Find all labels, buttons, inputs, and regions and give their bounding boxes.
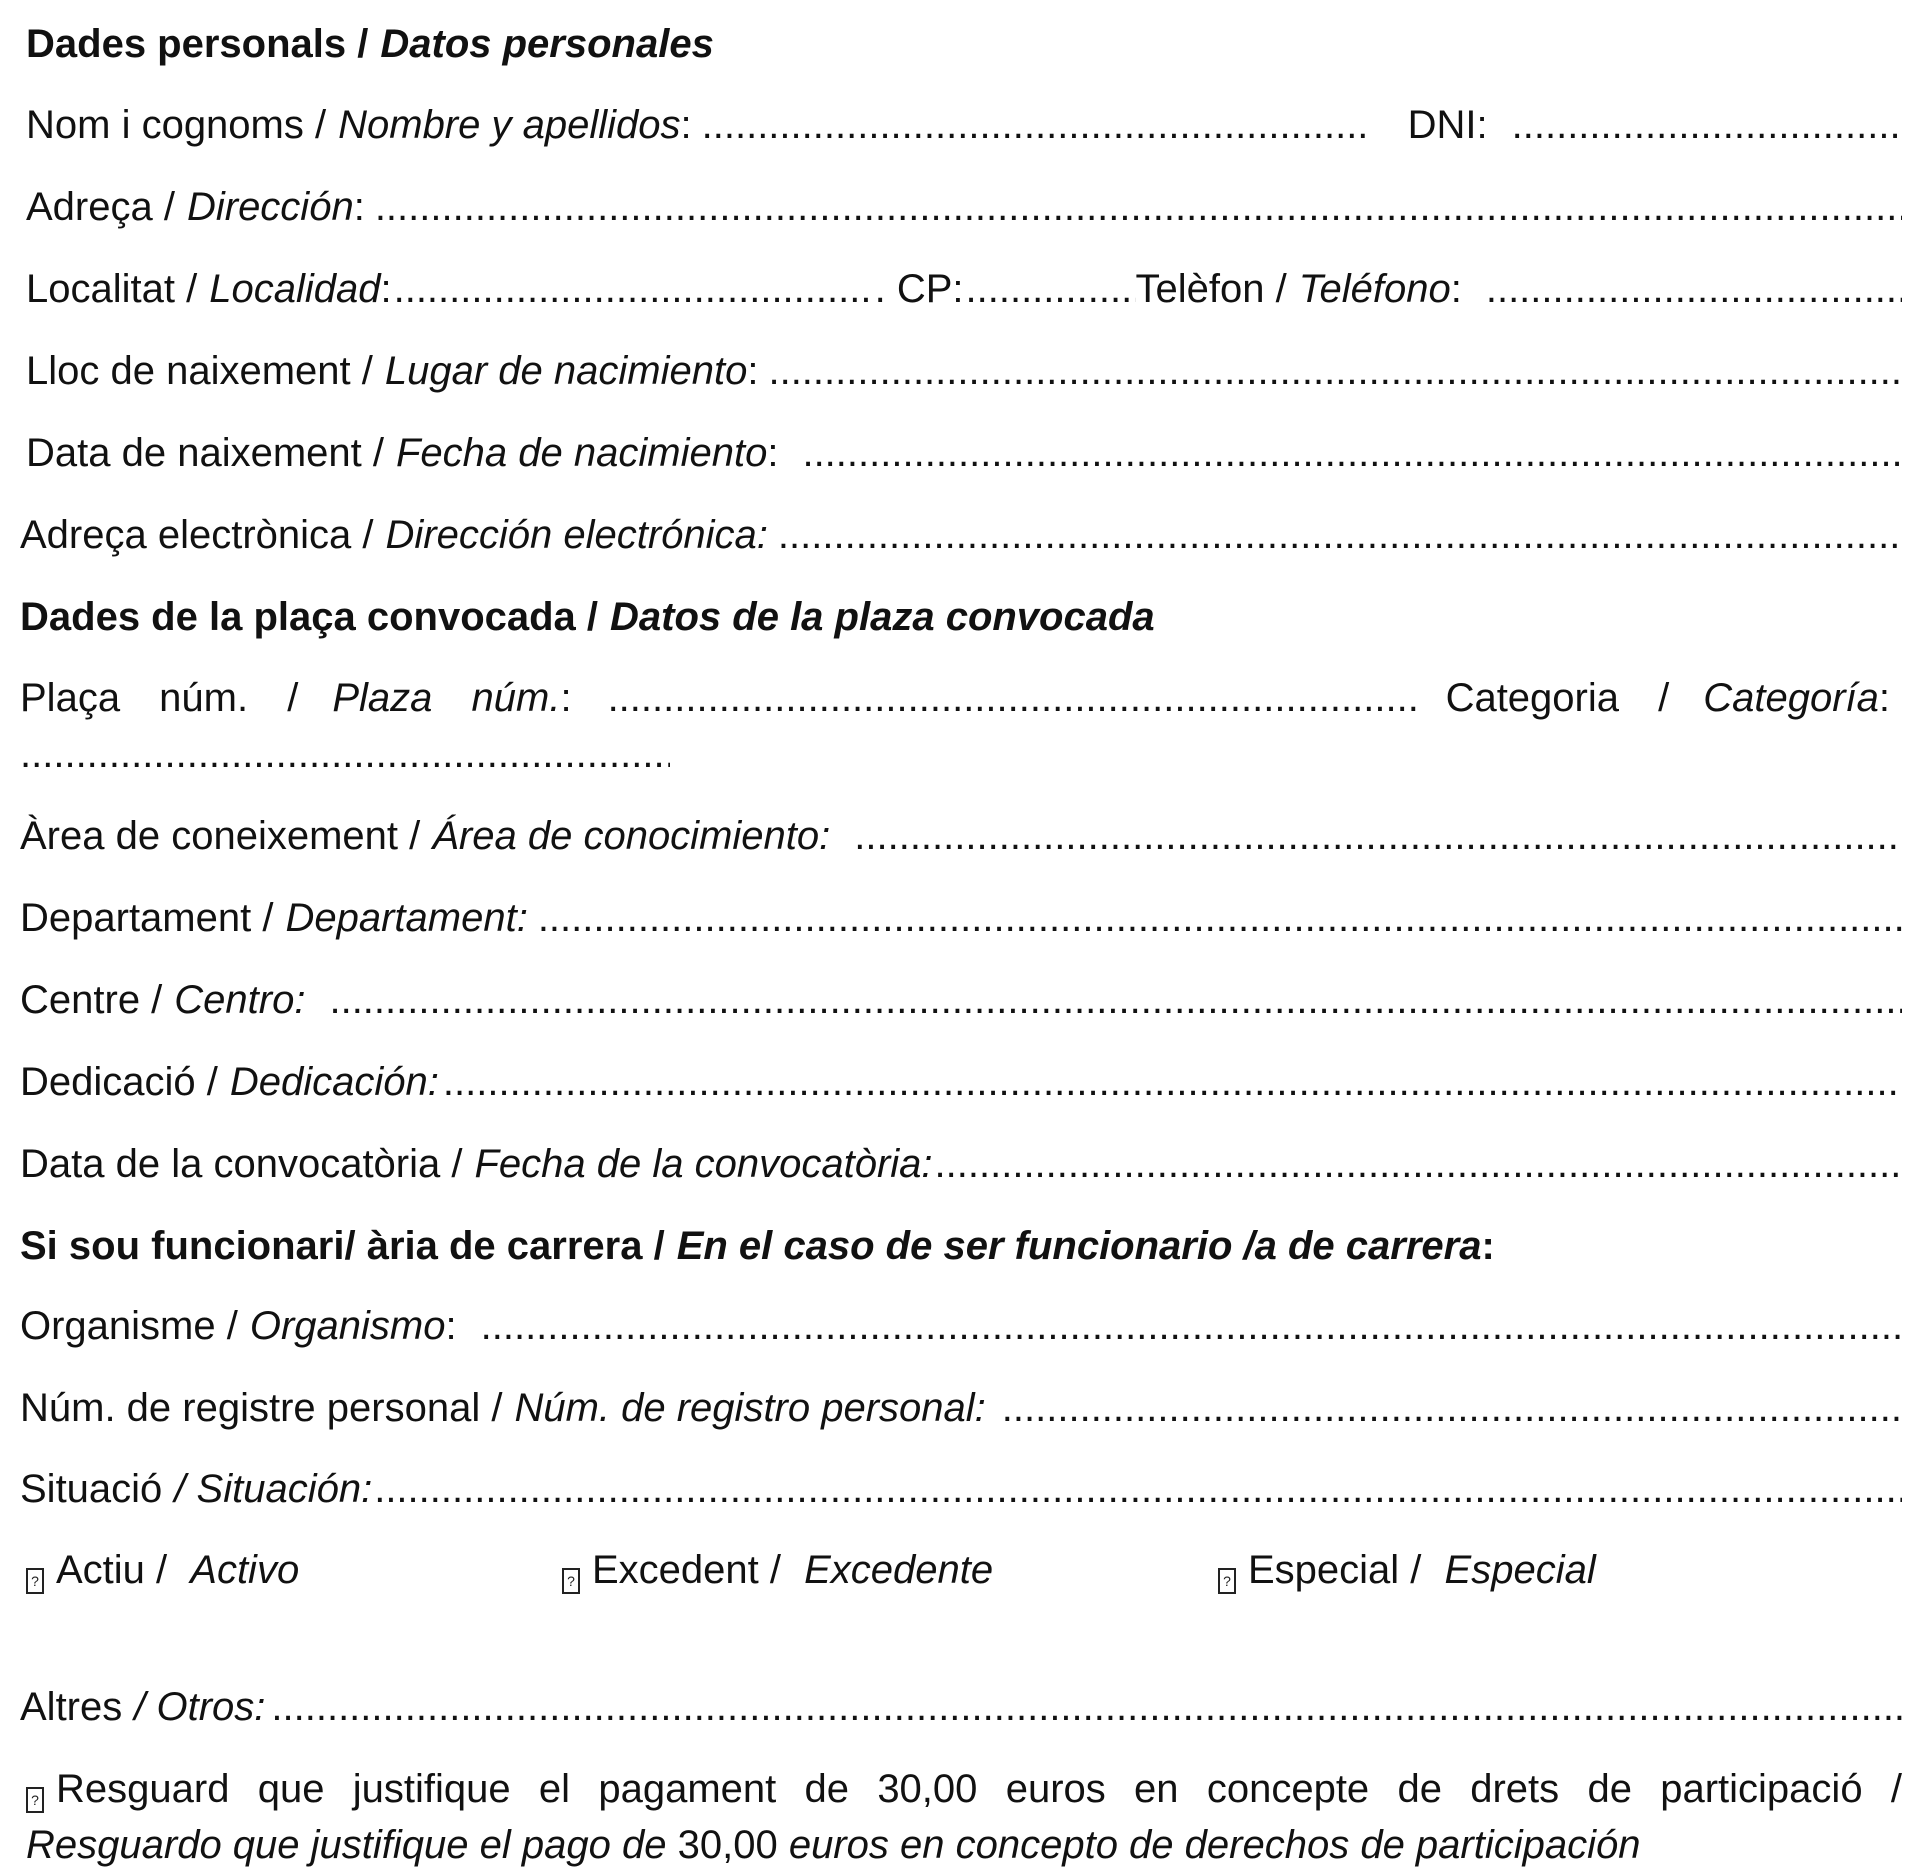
birthdate-input-line[interactable]	[802, 425, 1902, 481]
phone-label-es: Teléfono	[1298, 267, 1451, 311]
field-row-address	[26, 179, 1902, 235]
birthplace-label-ca: Lloc de naixement /	[26, 349, 373, 393]
name-label-es: Nombre y apellidos	[338, 103, 681, 147]
registry-num-input-line[interactable]	[1002, 1380, 1902, 1436]
receipt-word: 30,00	[877, 1767, 978, 1811]
centre-input-line[interactable]	[329, 972, 1902, 1028]
registry-num-label-es: Núm. de registro personal:	[514, 1386, 986, 1430]
option-label-es: Excedente	[804, 1548, 994, 1592]
field-row-birthdate	[26, 425, 1902, 481]
organism-label-es: Organismo	[249, 1304, 446, 1348]
situation-label-es: / Situación:	[174, 1467, 373, 1511]
department-input-line[interactable]	[538, 890, 1902, 946]
receipt-word: Resguard	[56, 1767, 230, 1811]
name-colon: :	[680, 103, 692, 147]
field-row-category-continuation	[20, 726, 1902, 782]
birthplace-colon: :	[747, 349, 759, 393]
heading-text-ca: Dades personals /	[26, 22, 369, 66]
receipt-word: drets	[1470, 1767, 1560, 1811]
birthdate-label-ca: Data de naixement /	[26, 431, 384, 475]
call-date-label-es: Fecha de la convocatòria:	[474, 1142, 933, 1186]
category-colon: :	[1878, 676, 1891, 720]
field-row-registry-num	[20, 1380, 1902, 1436]
email-label-ca: Adreça electrònica /	[20, 513, 374, 557]
option-surplus[interactable]	[562, 1542, 993, 1598]
field-row-call-date	[20, 1136, 1902, 1192]
receipt-word: pagament	[598, 1767, 777, 1811]
category-label-ca: Categoria /	[1445, 676, 1670, 720]
receipt-word: en	[1134, 1767, 1179, 1811]
birthdate-colon: :	[767, 431, 779, 475]
payment-receipt-item	[26, 1761, 1902, 1873]
field-row-email	[20, 507, 1902, 563]
situation-options	[26, 1542, 1902, 1598]
field-row-department	[20, 890, 1902, 946]
dedication-input-line[interactable]	[443, 1054, 1902, 1110]
option-label-ca: Excedent /	[592, 1548, 793, 1592]
phone-input-line[interactable]	[1486, 261, 1902, 317]
heading-text-es: En el caso de ser funcionario /a de carrera	[676, 1224, 1482, 1268]
address-input-line[interactable]	[375, 179, 1902, 235]
place-num-label-es: Plaza núm.	[332, 676, 561, 720]
section-heading-personal	[26, 16, 1902, 72]
others-label-es: / Otros:	[134, 1685, 266, 1729]
field-row-place-category	[20, 670, 1902, 726]
option-label-es: Especial	[1444, 1548, 1596, 1592]
checkbox-icon[interactable]: ?	[26, 1787, 44, 1813]
cp-label: . CP:	[874, 267, 964, 311]
section-heading-civil-servant	[20, 1218, 1902, 1274]
situation-label-ca: Situació	[20, 1467, 163, 1511]
option-label-ca: Actiu /	[56, 1548, 179, 1592]
place-num-input-line[interactable]	[608, 670, 1416, 726]
option-special[interactable]	[1218, 1542, 1596, 1598]
address-label-es: Dirección	[186, 185, 354, 229]
receipt-line-ca	[26, 1761, 1902, 1817]
cp-input-line[interactable]	[966, 261, 1136, 317]
dedication-label-ca: Dedicació /	[20, 1060, 218, 1104]
others-label-ca: Altres	[20, 1685, 123, 1729]
option-active[interactable]	[26, 1542, 299, 1598]
category-input-line[interactable]	[20, 726, 670, 782]
heading-colon: :	[1481, 1224, 1495, 1268]
receipt-word: participació	[1660, 1767, 1863, 1811]
receipt-word: justifique	[352, 1767, 511, 1811]
category-label-es: Categoría	[1703, 676, 1879, 720]
checkbox-icon[interactable]: ?	[1218, 1568, 1236, 1594]
field-row-birthplace	[26, 343, 1902, 399]
locality-label-es: Localidad	[209, 267, 381, 311]
call-date-input-line[interactable]	[935, 1136, 1902, 1192]
receipt-es-text-2: euros en concepto de derechos de participación	[777, 1823, 1641, 1867]
dni-label: DNI:	[1407, 103, 1488, 147]
receipt-word: el	[538, 1767, 571, 1811]
organism-input-line[interactable]	[481, 1298, 1902, 1354]
receipt-word: euros	[1005, 1767, 1106, 1811]
knowledge-area-label-ca: Àrea de coneixement /	[20, 814, 421, 858]
knowledge-area-label-es: Área de conocimiento:	[432, 814, 831, 858]
dedication-label-es: Dedicación:	[229, 1060, 439, 1104]
receipt-word: de	[804, 1767, 850, 1811]
receipt-amount: 30,00	[677, 1823, 778, 1867]
receipt-word: concepte	[1206, 1767, 1370, 1811]
heading-text-es: Datos personales	[380, 22, 714, 66]
receipt-word: que	[257, 1767, 325, 1811]
birthdate-label-es: Fecha de nacimiento	[396, 431, 768, 475]
birthplace-label-es: Lugar de nacimiento	[384, 349, 748, 393]
field-row-centre	[20, 972, 1902, 1028]
others-input-line[interactable]	[271, 1679, 1902, 1735]
receipt-word: /	[1890, 1767, 1902, 1811]
section-heading-position	[20, 589, 1902, 645]
birthplace-input-line[interactable]	[768, 343, 1902, 399]
email-input-line[interactable]	[778, 507, 1902, 563]
phone-colon: :	[1450, 267, 1462, 311]
heading-text-es: Datos de la plaza convocada	[610, 595, 1155, 639]
registry-num-label-ca: Núm. de registre personal /	[20, 1386, 503, 1430]
situation-input-line[interactable]	[374, 1461, 1902, 1517]
organism-label-ca: Organisme /	[20, 1304, 238, 1348]
receipt-word: de	[1587, 1767, 1632, 1811]
option-label-ca: Especial /	[1248, 1548, 1433, 1592]
field-row-dedication	[20, 1054, 1902, 1110]
field-row-others	[20, 1679, 1902, 1735]
place-num-colon: :	[560, 676, 572, 720]
knowledge-area-input-line[interactable]	[854, 808, 1902, 864]
receipt-checkbox[interactable]	[26, 1761, 229, 1817]
locality-label-ca: Localitat /	[26, 267, 198, 311]
field-row-name	[26, 97, 1902, 153]
checkbox-icon[interactable]: ?	[562, 1568, 580, 1594]
call-date-label-ca: Data de la convocatòria /	[20, 1142, 463, 1186]
dni-input-line[interactable]	[1512, 97, 1902, 153]
option-label-es: Activo	[190, 1548, 300, 1592]
field-row-organism	[20, 1298, 1902, 1354]
address-colon: :	[353, 185, 365, 229]
receipt-word: de	[1397, 1767, 1442, 1811]
heading-text-ca: Dades de la plaça convocada /	[20, 595, 599, 639]
department-label-es: Departament:	[285, 896, 528, 940]
field-row-situation	[20, 1461, 1902, 1517]
organism-colon: :	[445, 1304, 457, 1348]
field-row-knowledge-area	[20, 808, 1902, 864]
phone-label-ca: Telèfon /	[1135, 267, 1287, 311]
name-label-ca: Nom i cognoms /	[26, 103, 327, 147]
email-label-es: Dirección electrónica:	[385, 513, 768, 557]
locality-input-line[interactable]	[394, 261, 869, 317]
heading-text-ca: Si sou funcionari/ ària de carrera /	[20, 1224, 665, 1268]
centre-label-es: Centro:	[174, 978, 306, 1022]
name-input-line[interactable]	[702, 97, 1372, 153]
centre-label-ca: Centre /	[20, 978, 163, 1022]
address-label-ca: Adreça /	[26, 185, 175, 229]
checkbox-icon[interactable]: ?	[26, 1568, 44, 1594]
field-row-locality	[26, 261, 1902, 317]
receipt-line-es	[26, 1817, 1902, 1873]
locality-colon: :	[380, 267, 392, 311]
receipt-es-text-1: Resguardo que justifique el pago de	[26, 1823, 678, 1867]
place-num-label-ca: Plaça núm. /	[20, 676, 299, 720]
department-label-ca: Departament /	[20, 896, 274, 940]
